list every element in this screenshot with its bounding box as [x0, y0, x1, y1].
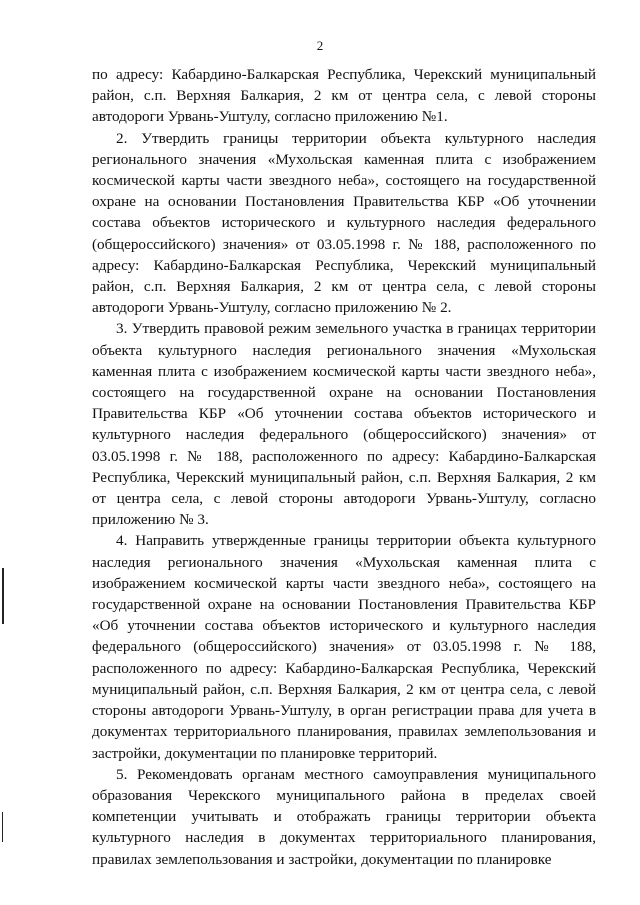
paragraph-item-4: 4. Направить утвержденные границы территории объекта культурного наследия регионального значения «Мухольская каменная плита с изображением космической карты части звездного неба», состоящего на государственной охране на основании Постановления Правительства КБР «Об уточнении состава объектов исторического и культурного наследия федерального (общероссийского) значения» от 03.05.1998 г. № 188, расположенного по адресу: Кабардино-Балкарская Республика, Черекский муниципальный район, с.п. Верхняя Балкария, 2 км от центра села, с левой стороны автодороги Урвань-Уштулу, в орган регистрации права для учета в документах территориального планирования, правилах землепользования и застройки, документации по планировке территорий. [92, 532, 596, 762]
paragraph-item-5: 5. Рекомендовать органам местного самоуправления муниципального образования Черекского муниципального района в пределах своей компетенции учитывать и отображать границы территории объекта культурного наследия в документах территориального планирования, правилах землепользования и застройки, документации по планировке [92, 765, 596, 868]
document-body [92, 64, 596, 870]
paragraph-item-2: 2. Утвердить границы территории объекта культурного наследия регионального значения «Мухольская каменная плита с изображением космической карты части звездного неба», состоящего на государственной охране на основании Постановления Правительства КБР «Об уточнении состава объектов исторического и культурного наследия федерального (общероссийского) значения» от 03.05.1998 г. № 188, расположенного по адресу: Кабардино-Балкарская Республика, Черекский муниципальный район, с.п. Верхняя Балкария, 2 км от центра села, с левой стороны автодороги Урвань-Уштулу, согласно приложению № 2. [92, 129, 596, 317]
paragraph-continuation: по адресу: Кабардино-Балкарская Республика, Черекский муниципальный район, с.п. Верхняя Балкария, 2 км от центра села, с левой стороны автодороги Урвань-Уштулу, согласно приложению №1. [92, 66, 596, 126]
scan-margin-mark [2, 812, 3, 842]
page-number: 2 [316, 38, 324, 53]
scan-margin-mark [2, 568, 4, 624]
paragraph-item-3: 3. Утвердить правовой режим земельного участка в границах территории объекта культурного наследия регионального значения «Мухольская каменная плита с изображением космической карты части звездного неба», состоящего на государственной охране на основании Постановления Правительства КБР «Об уточнении состава объектов исторического и культурного наследия федерального (общероссийского) значения» от 03.05.1998 г. № 188, расположенного по адресу: Кабардино-Балкарская Республика, Черекский муниципальный район, с.п. Верхняя Балкария, 2 км от центра села, с левой стороны автодороги Урвань-Уштулу, согласно приложению № 3. [92, 320, 596, 529]
